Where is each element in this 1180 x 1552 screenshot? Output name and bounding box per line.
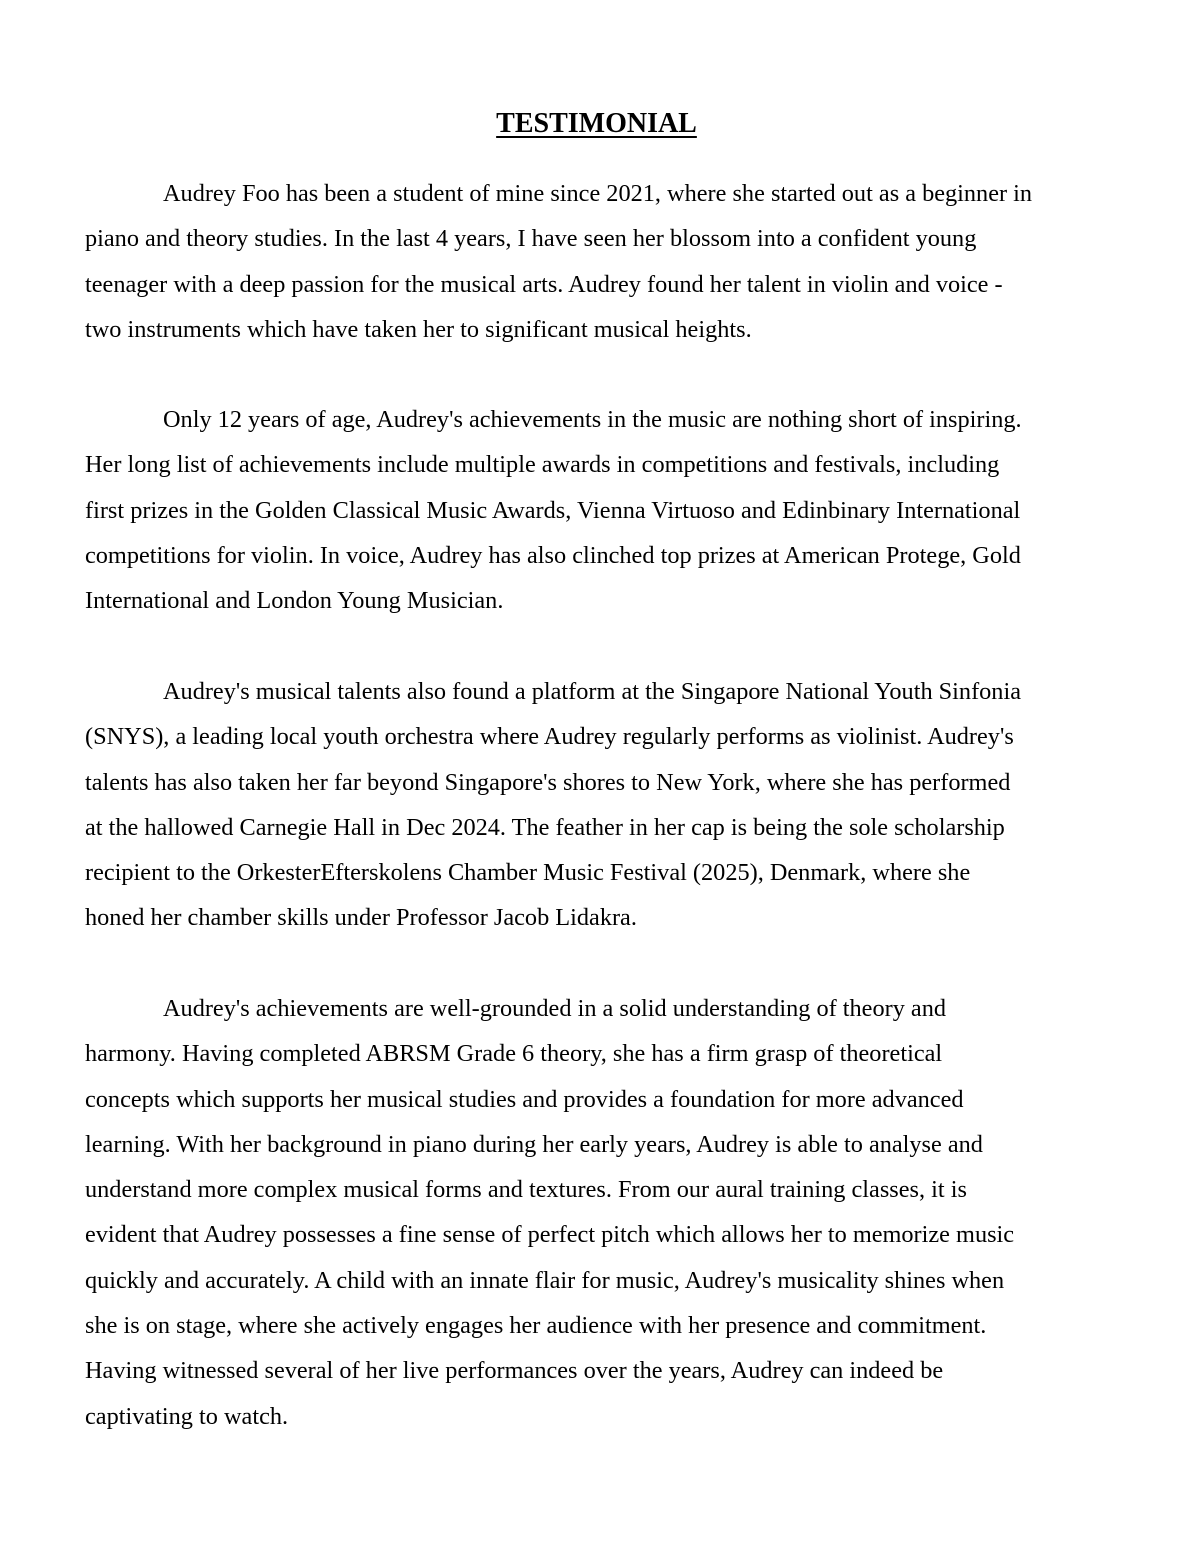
paragraph-line: Her long list of achievements include multiple awards in competitions and festivals, including xyxy=(85,451,1000,479)
paragraph-line: first prizes in the Golden Classical Music Awards, Vienna Virtuoso and Edinbinary International xyxy=(85,496,1021,524)
paragraph-4 xyxy=(85,986,1115,1439)
paragraph-line: concepts which supports her musical studies and provides a foundation for more advanced xyxy=(85,1085,964,1113)
paragraph-line: learning. With her background in piano during her early years, Audrey is able to analyse and xyxy=(85,1130,983,1158)
paragraph-line: Only 12 years of age, Audrey's achievements in the music are nothing short of inspiring. xyxy=(163,406,1022,433)
paragraph-line: Audrey Foo has been a student of mine since 2021, where she started out as a beginner in xyxy=(163,180,1033,207)
paragraph-line: evident that Audrey possesses a fine sense of perfect pitch which allows her to memorize music xyxy=(85,1221,1015,1249)
paragraph-2 xyxy=(85,397,1115,623)
paragraph-line: Audrey's musical talents also found a platform at the Singapore National Youth Sinfonia xyxy=(163,678,1021,705)
paragraph-line: harmony. Having completed ABRSM Grade 6 theory, she has a firm grasp of theoretical xyxy=(85,1040,943,1068)
paragraph-line: quickly and accurately. A child with an innate flair for music, Audrey's musicality shines when xyxy=(85,1266,1005,1294)
paragraph-line: (SNYS), a leading local youth orchestra where Audrey regularly performs as violinist. Audrey's xyxy=(85,723,1014,751)
paragraph-line: captivating to watch. xyxy=(85,1402,289,1430)
paragraph-line: talents has also taken her far beyond Singapore's shores to New York, where she has performed xyxy=(85,768,1011,796)
paragraph-line: honed her chamber skills under Professor Jacob Lidakra. xyxy=(85,904,637,932)
paragraph-line: teenager with a deep passion for the musical arts. Audrey found her talent in violin and voice - xyxy=(85,270,1003,298)
paragraph-line: two instruments which have taken her to significant musical heights. xyxy=(85,315,752,343)
paragraph-line: at the hallowed Carnegie Hall in Dec 2024. The feather in her cap is being the sole scholarship xyxy=(85,813,1005,841)
paragraph-1 xyxy=(85,171,1115,352)
paragraph-line: Having witnessed several of her live performances over the years, Audrey can indeed be xyxy=(85,1357,944,1385)
paragraph-line: piano and theory studies. In the last 4 years, I have seen her blossom into a confident young xyxy=(85,225,977,253)
paragraph-line: recipient to the OrkesterEfterskolens Chamber Music Festival (2025), Denmark, where she xyxy=(85,859,971,887)
paragraph-3 xyxy=(85,669,1115,941)
paragraph-line: competitions for violin. In voice, Audrey has also clinched top prizes at American Protege, Gold xyxy=(85,541,1021,569)
paragraph-line: International and London Young Musician. xyxy=(85,587,504,615)
paragraph-line: understand more complex musical forms and textures. From our aural training classes, it is xyxy=(85,1176,967,1204)
paragraph-line: Audrey's achievements are well-grounded in a solid understanding of theory and xyxy=(163,995,946,1022)
page-title: TESTIMONIAL xyxy=(496,108,697,139)
paragraph-line: she is on stage, where she actively engages her audience with her presence and commitment. xyxy=(85,1312,987,1340)
